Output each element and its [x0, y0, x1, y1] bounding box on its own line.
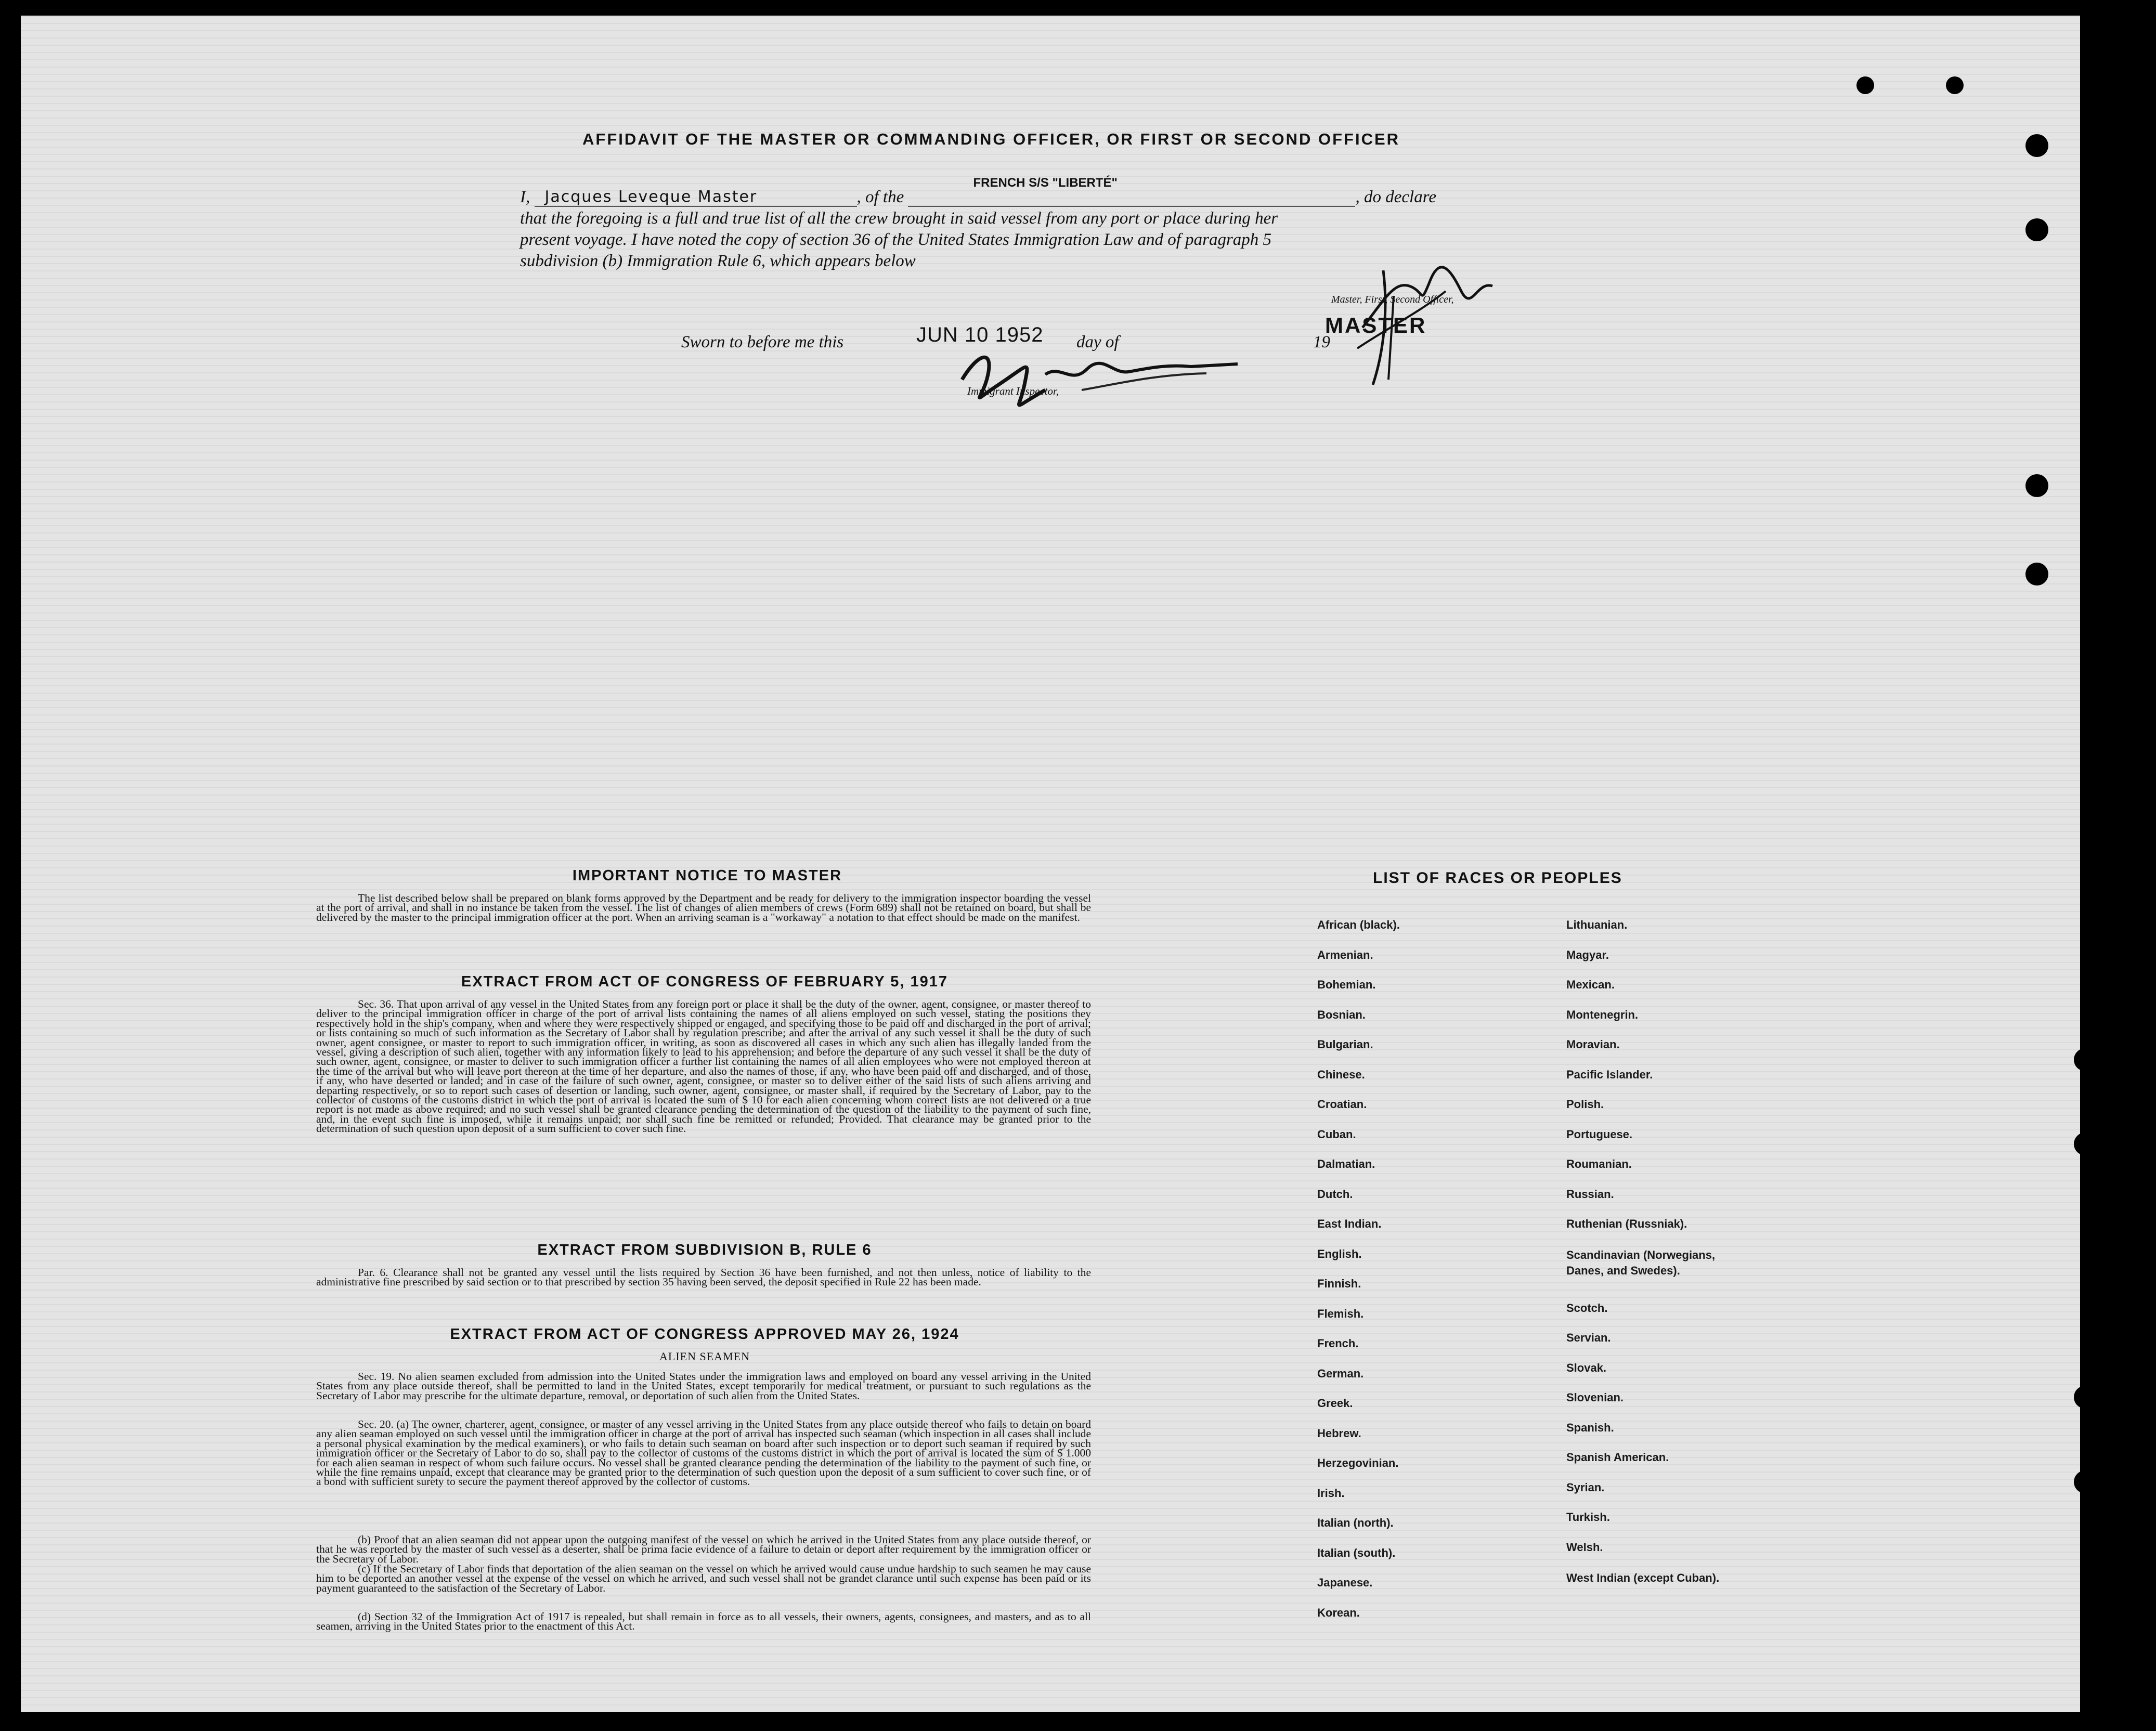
punch-hole-right-7: [2074, 1386, 2097, 1409]
race-item: Welsh.: [1566, 1540, 1603, 1554]
race-item: Chinese.: [1317, 1068, 1365, 1081]
race-item: West Indian (except Cuban).: [1566, 1571, 1720, 1584]
race-item: Spanish.: [1566, 1421, 1614, 1434]
races-column-1: [1317, 918, 1556, 1636]
race-item: Dalmatian.: [1317, 1157, 1375, 1170]
punch-hole-right-5: [2074, 1048, 2097, 1071]
punch-hole-right-3: [2025, 474, 2048, 497]
race-item: Spanish American.: [1566, 1451, 1669, 1464]
declaration-line-4: subdivision (b) Immigration Rule 6, which appears below: [520, 252, 916, 270]
race-item: Herzegovinian.: [1317, 1456, 1399, 1469]
declaration-of: , of the: [856, 188, 904, 206]
race-item: Pacific Islander.: [1566, 1068, 1653, 1081]
race-item: Magyar.: [1566, 948, 1609, 961]
punch-hole-right-4: [2025, 563, 2048, 585]
master-signature: [1342, 250, 1508, 395]
races-column-2: [1566, 918, 1774, 1600]
extract-1917-body: Sec. 36. That upon arrival of any vessel in the United States from any foreign port or place it shall be the duty of the owner, agent, consignee, or master thereof to deliver to the principal immigration officer in charge of the port of arrival lists containing the names of all aliens employed on such vessel, stating the positions they respectively hold in the ship's company, when and where they were respectively shipped or engaged, and specifying those to be paid off and discharged in the port of arrival; or lists containing so much of such information as the Secretary of Labor shall by regulation prescribe; and after the arrival of any such vessel it shall be the duty of such owner, agent consignee, or master to report to such immigration officer, in writing, as soon as discovered all cases in which any such alien has illegally landed from the vessel, giving a description of such alien, together with any information likely to lead to his apprehension; and before the departure of any such vessel it shall be the duty of such owner, agent, consignee, or master to deliver to such immigration officer a further list containing the names of all alien employees who were not employed thereon at the time of the arrival but who will leave port thereon at the time of her departure, and also the names of those, if any, who have been paid off and discharged, and of those, if any, who have deserted or landed; and in case of the failure of such owner, agent, consignee, or master so to deliver either of the said lists of such aliens arriving and departing respectively, or so to report such cases of desertion or landing, such owner, agent, consignee, or master shall, if required by the Secretary of Labor, pay to the collector of customs of the customs district in which the port of arrival is located the sum of $ 10 for each alien concerning whom correct lists are not delivered or a true report is not made as above required; and no such vessel shall be granted clearance pending the determination of the question of the liability to the payment of such fine, and, in the event such fine is imposed, while it remains unpaid; nor shall such fine be remitted or refunded; Provided. That clearance may be granted prior to the determination of such question upon deposit of a sum sufficient to cover such fine.: [316, 998, 1091, 1135]
sworn-prefix: Sworn to before me this: [681, 333, 844, 352]
alien-seamen-subtitle: ALIEN SEAMEN: [659, 1350, 750, 1363]
race-item: Bosnian.: [1317, 1008, 1366, 1021]
notice-body: The list described below shall be prepared on blank forms approved by the Department and be ready for delivery to the immigration inspector boarding the vessel at the port of arrival, and shall in no instance be taken from the vessel. The list of changes of alien members of crews (Form 689) shall not be retained on board, but shall be delivered by the master to the principal immigration officer at the port. When an arriving seaman is a "workaway" a notation to that effect should be made on the manifest.: [316, 892, 1091, 923]
master-stamp: MASTER: [1325, 313, 1427, 337]
race-item: Cuban.: [1317, 1127, 1356, 1141]
race-item: African (black).: [1317, 918, 1400, 931]
race-item: Italian (north).: [1317, 1516, 1394, 1529]
affidavit-title: AFFIDAVIT OF THE MASTER OR COMMANDING OFFICER, OR FIRST OR SECOND OFFICER: [582, 130, 1400, 148]
declaration-end: , do declare: [1355, 188, 1436, 206]
race-item: Japanese.: [1317, 1576, 1373, 1589]
extract-1924-title: EXTRACT FROM ACT OF CONGRESS APPROVED MAY 26, 1924: [450, 1326, 959, 1343]
race-item: Armenian.: [1317, 948, 1373, 961]
race-item: Ruthenian (Russniak).: [1566, 1217, 1687, 1230]
punch-hole-top-2: [1946, 76, 1964, 94]
race-item: East Indian.: [1317, 1217, 1382, 1230]
extract-1924-sec20c: (c) If the Secretary of Labor finds that deportation of the alien seaman on the vessel on which he arrived would cause undue hardship to such seamen he may cause him to be deported an another vessel at the expense of the vessel on which he arrived, and such vessel shall not be grandet clarance until such expense has been paid or its payment guaranteed to the satisfaction of the Secretary of Labor.: [316, 1563, 1091, 1594]
declaration-line-3: present voyage. I have noted the copy of section 36 of the United States Immigration Law and of paragraph 5: [520, 230, 1272, 249]
race-item: German.: [1317, 1366, 1364, 1380]
extract-1924-sec20b: (b) Proof that an alien seaman did not appear upon the outgoing manifest of the vessel on which he arrived in the United States from any place outside thereof, or that he was reported by the master of such vessel as a deserter, shall be prima facie evidence of a failure to detain or deport after requirement by the immigration officer or the Secretary of Labor.: [316, 1533, 1091, 1565]
extract-1917-title: EXTRACT FROM ACT OF CONGRESS OF FEBRUARY 5, 1917: [461, 973, 949, 990]
races-title: LIST OF RACES OR PEOPLES: [1373, 869, 1622, 887]
sworn-date-stamp: JUN 10 1952: [916, 323, 1044, 346]
officer-caption: Master, First, Second Officer,: [1331, 294, 1454, 305]
race-item: Mexican.: [1566, 978, 1615, 991]
declaration-line-2: that the foregoing is a full and true list of all the crew brought in said vessel from any port or place during her: [520, 209, 1278, 228]
ship-name: FRENCH S/S "LIBERTÉ": [973, 176, 1118, 190]
race-item: Italian (south).: [1317, 1546, 1396, 1559]
race-item: French.: [1317, 1337, 1359, 1350]
race-item: Irish.: [1317, 1486, 1345, 1500]
sworn-day-of: day of: [1076, 333, 1119, 352]
punch-hole-top-1: [1856, 76, 1874, 94]
race-item: English.: [1317, 1247, 1362, 1260]
race-item: Slovak.: [1566, 1361, 1607, 1374]
race-item: Hebrew.: [1317, 1426, 1361, 1440]
declaration-line-1: [520, 176, 1436, 207]
race-item: Dutch.: [1317, 1187, 1353, 1201]
ship-name-field: [908, 176, 1355, 207]
extract-1924-sec20a: Sec. 20. (a) The owner, charterer, agent, consignee, or master of any vessel arriving in the United States from any place outside thereof who fails to detain on board any alien seaman employed on such vessel until the immigration officer in charge at the port of arrival has inspected such seaman (which inspection in all cases shall include a personal physical examination by the medical examiners), or who fails to detain such seaman on board after such inspection or to deport such seaman if required by such immigration officer or the Secretary of Labor to do so, shall pay to the collector of customs of the customs district in which the port of arrival is located the sum of $ 1.000 for each alien seaman in respect of whom such failure occurs. No vessel shall be granted clearance pending the determination of the liability to the payment of such fine, or while the fine remains unpaid, except that clearance may be granted prior to the determination of such question upon the deposit of a sum sufficient to cover such fine, or of a bond with sufficient surety to secure the payment thereof approved by the collector of customs.: [316, 1418, 1091, 1488]
punch-hole-right-1: [2025, 134, 2048, 157]
race-item: Montenegrin.: [1566, 1008, 1639, 1021]
punch-hole-right-8: [2074, 1470, 2097, 1493]
extract-rule6-body: Par. 6. Clearance shall not be granted any vessel until the lists required by Section 36 have been furnished, and not then unless, notice of liability to the administrative fine prescribed by said section or to that prescribed by section 35 having been served, the deposit specified in Rule 22 has been made.: [316, 1266, 1091, 1289]
master-name-field: Jacques Leveque Master: [535, 188, 857, 207]
race-item: Scandinavian (Norwegians, Danes, and Swedes).: [1566, 1248, 1716, 1277]
declaration-i: I,: [520, 188, 530, 206]
race-item: Moravian.: [1566, 1038, 1620, 1051]
punch-hole-right-2: [2025, 218, 2048, 241]
race-item: Bohemian.: [1317, 978, 1376, 991]
race-item: Slovenian.: [1566, 1391, 1624, 1404]
extract-1924-sec19: Sec. 19. No alien seamen excluded from admission into the United States under the immigration laws and employed on board any vessel arriving in the United States from any place outside thereof, shall be permitted to land in the United States, except temporarily for medical treatment, or pursuant to such regulations as the Secretary of Labor may prescribe for the ultimate departure, removal, or deportation of such alien from the United States.: [316, 1370, 1091, 1402]
race-item: Russian.: [1566, 1187, 1614, 1201]
punch-hole-right-6: [2074, 1133, 2097, 1155]
race-item: Lithuanian.: [1566, 918, 1628, 931]
race-item: Portuguese.: [1566, 1127, 1633, 1141]
race-item: Flemish.: [1317, 1307, 1364, 1320]
race-item: Roumanian.: [1566, 1157, 1632, 1170]
race-item: Scotch.: [1566, 1301, 1608, 1314]
extract-rule6-title: EXTRACT FROM SUBDIVISION B, RULE 6: [537, 1242, 872, 1258]
inspector-signature: [946, 343, 1248, 416]
race-item: Bulgarian.: [1317, 1038, 1373, 1051]
race-item: Turkish.: [1566, 1511, 1610, 1524]
race-item: Greek.: [1317, 1397, 1353, 1410]
race-item: Servian.: [1566, 1331, 1611, 1344]
race-item: Polish.: [1566, 1098, 1604, 1111]
extract-1924-sec20d: (d) Section 32 of the Immigration Act of 1917 is repealed, but shall remain in force as to all vessels, their owners, agents, consignees, and masters, and as to all seamen, arriving in the United States prior to the enactment of this Act.: [316, 1610, 1091, 1633]
race-item: Syrian.: [1566, 1480, 1605, 1494]
inspector-caption: Immigrant Inspector,: [967, 385, 1059, 397]
sworn-year-prefix: 19: [1313, 333, 1330, 352]
race-item: Finnish.: [1317, 1277, 1361, 1290]
race-item: Korean.: [1317, 1606, 1360, 1619]
race-item: Croatian.: [1317, 1098, 1367, 1111]
notice-title: IMPORTANT NOTICE TO MASTER: [572, 867, 842, 884]
